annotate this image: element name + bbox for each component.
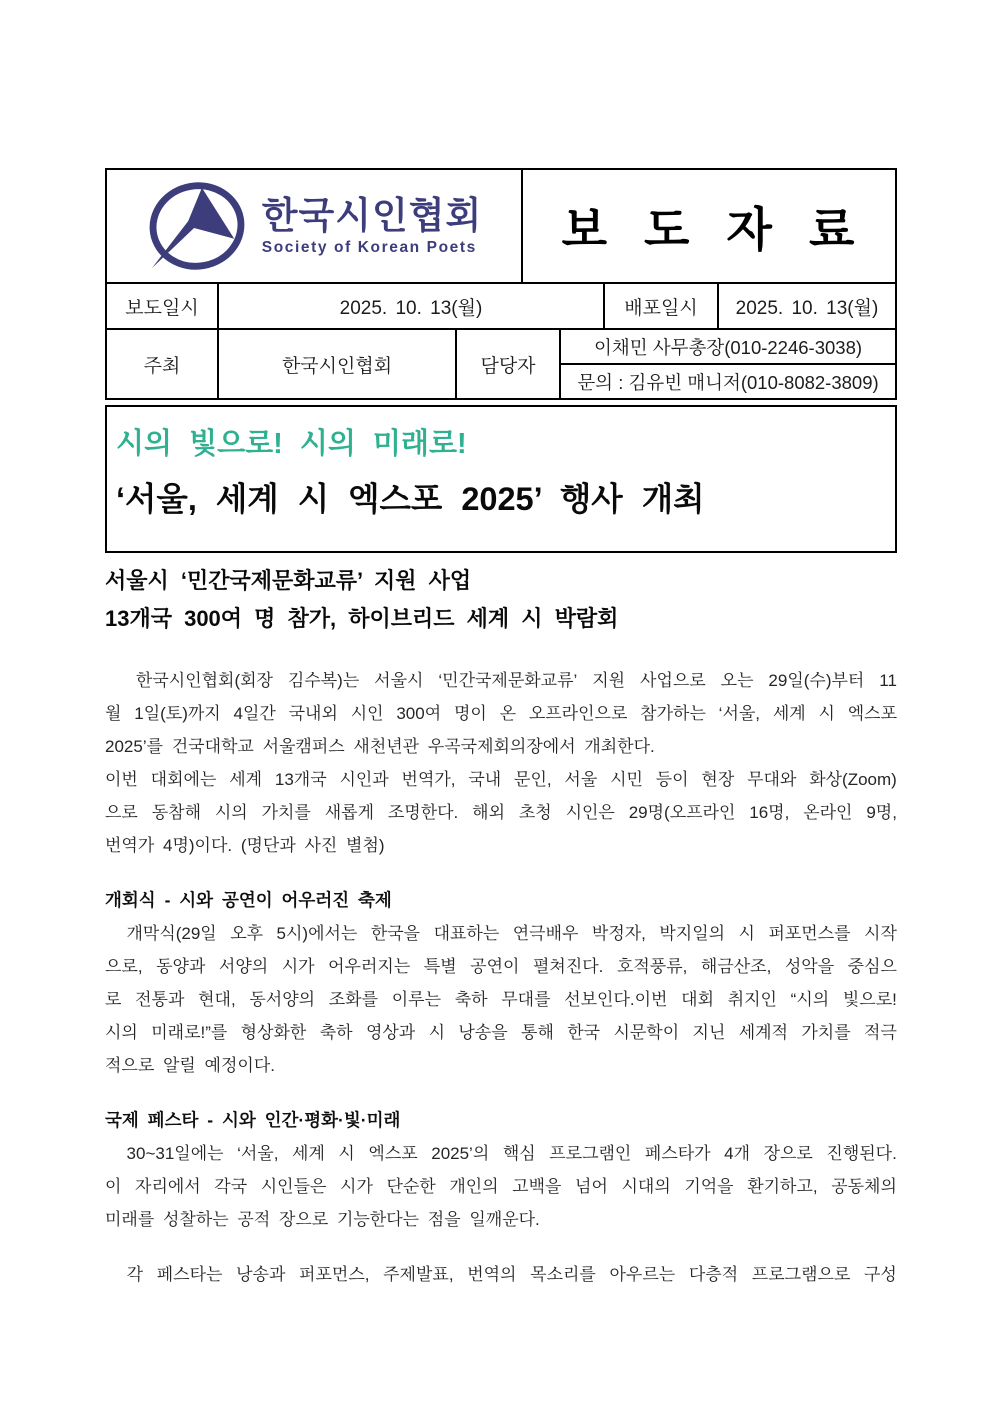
section-heading: 국제 페스타 - 시와 인간·평화·빛·미래 xyxy=(105,1110,401,1130)
body-paragraph xyxy=(105,664,897,763)
title-box xyxy=(105,405,897,553)
body-line: 2025’를 건국대학교 서울캠퍼스 새천년관 우곡국제회의장에서 개최한다. xyxy=(105,737,655,756)
body-content xyxy=(105,664,897,1291)
report-date-label: 보도일시 xyxy=(125,297,199,319)
body-paragraph xyxy=(105,1137,897,1236)
subtitle-line-2: 13개국 300여 명 참가, 하이브리드 세계 시 박람회 xyxy=(105,606,619,631)
section-heading: 개회식 - 시와 공연이 어우러진 축제 xyxy=(105,890,392,910)
body-line: 각 페스타는 낭송과 퍼포먼스, 주제발표, 번역의 목소리를 아우르는 다층적 프로그램으로 구성 xyxy=(126,1265,897,1284)
body-paragraph xyxy=(105,1258,897,1291)
doc-type-title: 보 도 자 료 xyxy=(521,170,895,282)
dates-row xyxy=(107,282,895,328)
contact-label: 담당자 xyxy=(455,330,559,398)
logo-cell xyxy=(107,170,521,282)
body-line: 한국시인협회(회장 김수복)는 서울시 ‘민간국제문화교류’ 지원 사업으로 오는 29일(수)부터 11 xyxy=(135,671,897,690)
contact-secondary: 문의 : 김유빈 매니저(010-8082-3809) xyxy=(561,363,895,398)
host-value: 한국시인협회 xyxy=(217,330,455,398)
body-paragraph xyxy=(105,763,897,862)
report-date-value: 2025. 10. 13(월) xyxy=(217,284,603,328)
body-line: 으로 동참해 시의 가치를 새롭게 조명한다. 해외 초청 시인은 29명(오프라인 16명, 온라인 9명, xyxy=(105,803,897,822)
press-header-table xyxy=(105,168,897,400)
subtitle-line-1: 서울시 ‘민간국제문화교류’ 지원 사업 xyxy=(105,568,472,593)
subtitle-block xyxy=(105,562,897,638)
contact-cell xyxy=(559,330,895,398)
host-row xyxy=(107,328,895,398)
release-date-value: 2025. 10. 13(월) xyxy=(717,284,895,328)
body-line: 미래를 성찰하는 공적 장으로 기능한다는 점을 일깨운다. xyxy=(105,1210,540,1229)
body-line: 번역가 4명)이다. (명단과 사진 별첨) xyxy=(105,836,385,855)
body-line: 30~31일에는 ‘서울, 세계 시 엑스포 2025’의 핵심 프로그램인 페스타가 4개 장으로 진행된다. xyxy=(126,1144,897,1163)
body-line: 으로, 동양과 서양의 시가 어우러지는 특별 공연이 펼쳐진다. 호적풍류, 해금산조, 성악을 중심으 xyxy=(105,957,897,976)
society-logo-icon xyxy=(146,178,248,274)
body-line: 월 1일(토)까지 4일간 국내외 시인 300여 명이 온 오프라인으로 참가하는 ‘서울, 세계 시 엑스포 xyxy=(105,704,897,723)
org-name-korean: 한국시인협회 xyxy=(261,194,483,236)
org-name-english: Society of Korean Poets xyxy=(261,238,477,256)
body-line: 개막식(29일 오후 5시)에서는 한국을 대표하는 연극배우 박정자, 박지일의 시 퍼포먼스를 시작 xyxy=(126,924,897,943)
event-slogan: 시의 빛으로! 시의 미래로! xyxy=(116,428,467,460)
header-row xyxy=(107,170,895,282)
logo-text xyxy=(262,196,482,257)
body-line: 이 자리에서 각국 시인들은 시가 단순한 개인의 고백을 넘어 시대의 기억을 환기하고, 공동체의 xyxy=(105,1177,897,1196)
body-line: 이번 대회에는 세계 13개국 시인과 번역가, 국내 문인, 서울 시민 등이 현장 무대와 화상(Zoom) xyxy=(105,770,897,789)
document-body xyxy=(105,168,897,1291)
body-paragraph xyxy=(105,917,897,1082)
host-label: 주최 xyxy=(143,355,181,377)
event-title: ‘서울, 세계 시 엑스포 2025’ 행사 개최 xyxy=(116,481,705,517)
contact-primary: 이채민 사무총장(010-2246-3038) xyxy=(593,336,863,358)
body-line: 로 전통과 현대, 동서양의 조화를 이루는 축하 무대를 선보인다.이번 대회 취지인 “시의 빛으로! xyxy=(105,990,897,1009)
release-date-label: 배포일시 xyxy=(603,284,717,328)
body-line: 적으로 알릴 예정이다. xyxy=(105,1056,275,1075)
body-line: 시의 미래로!”를 형상화한 축하 영상과 시 낭송을 통해 한국 시문학이 지닌 세계적 가치를 적극 xyxy=(105,1023,897,1042)
